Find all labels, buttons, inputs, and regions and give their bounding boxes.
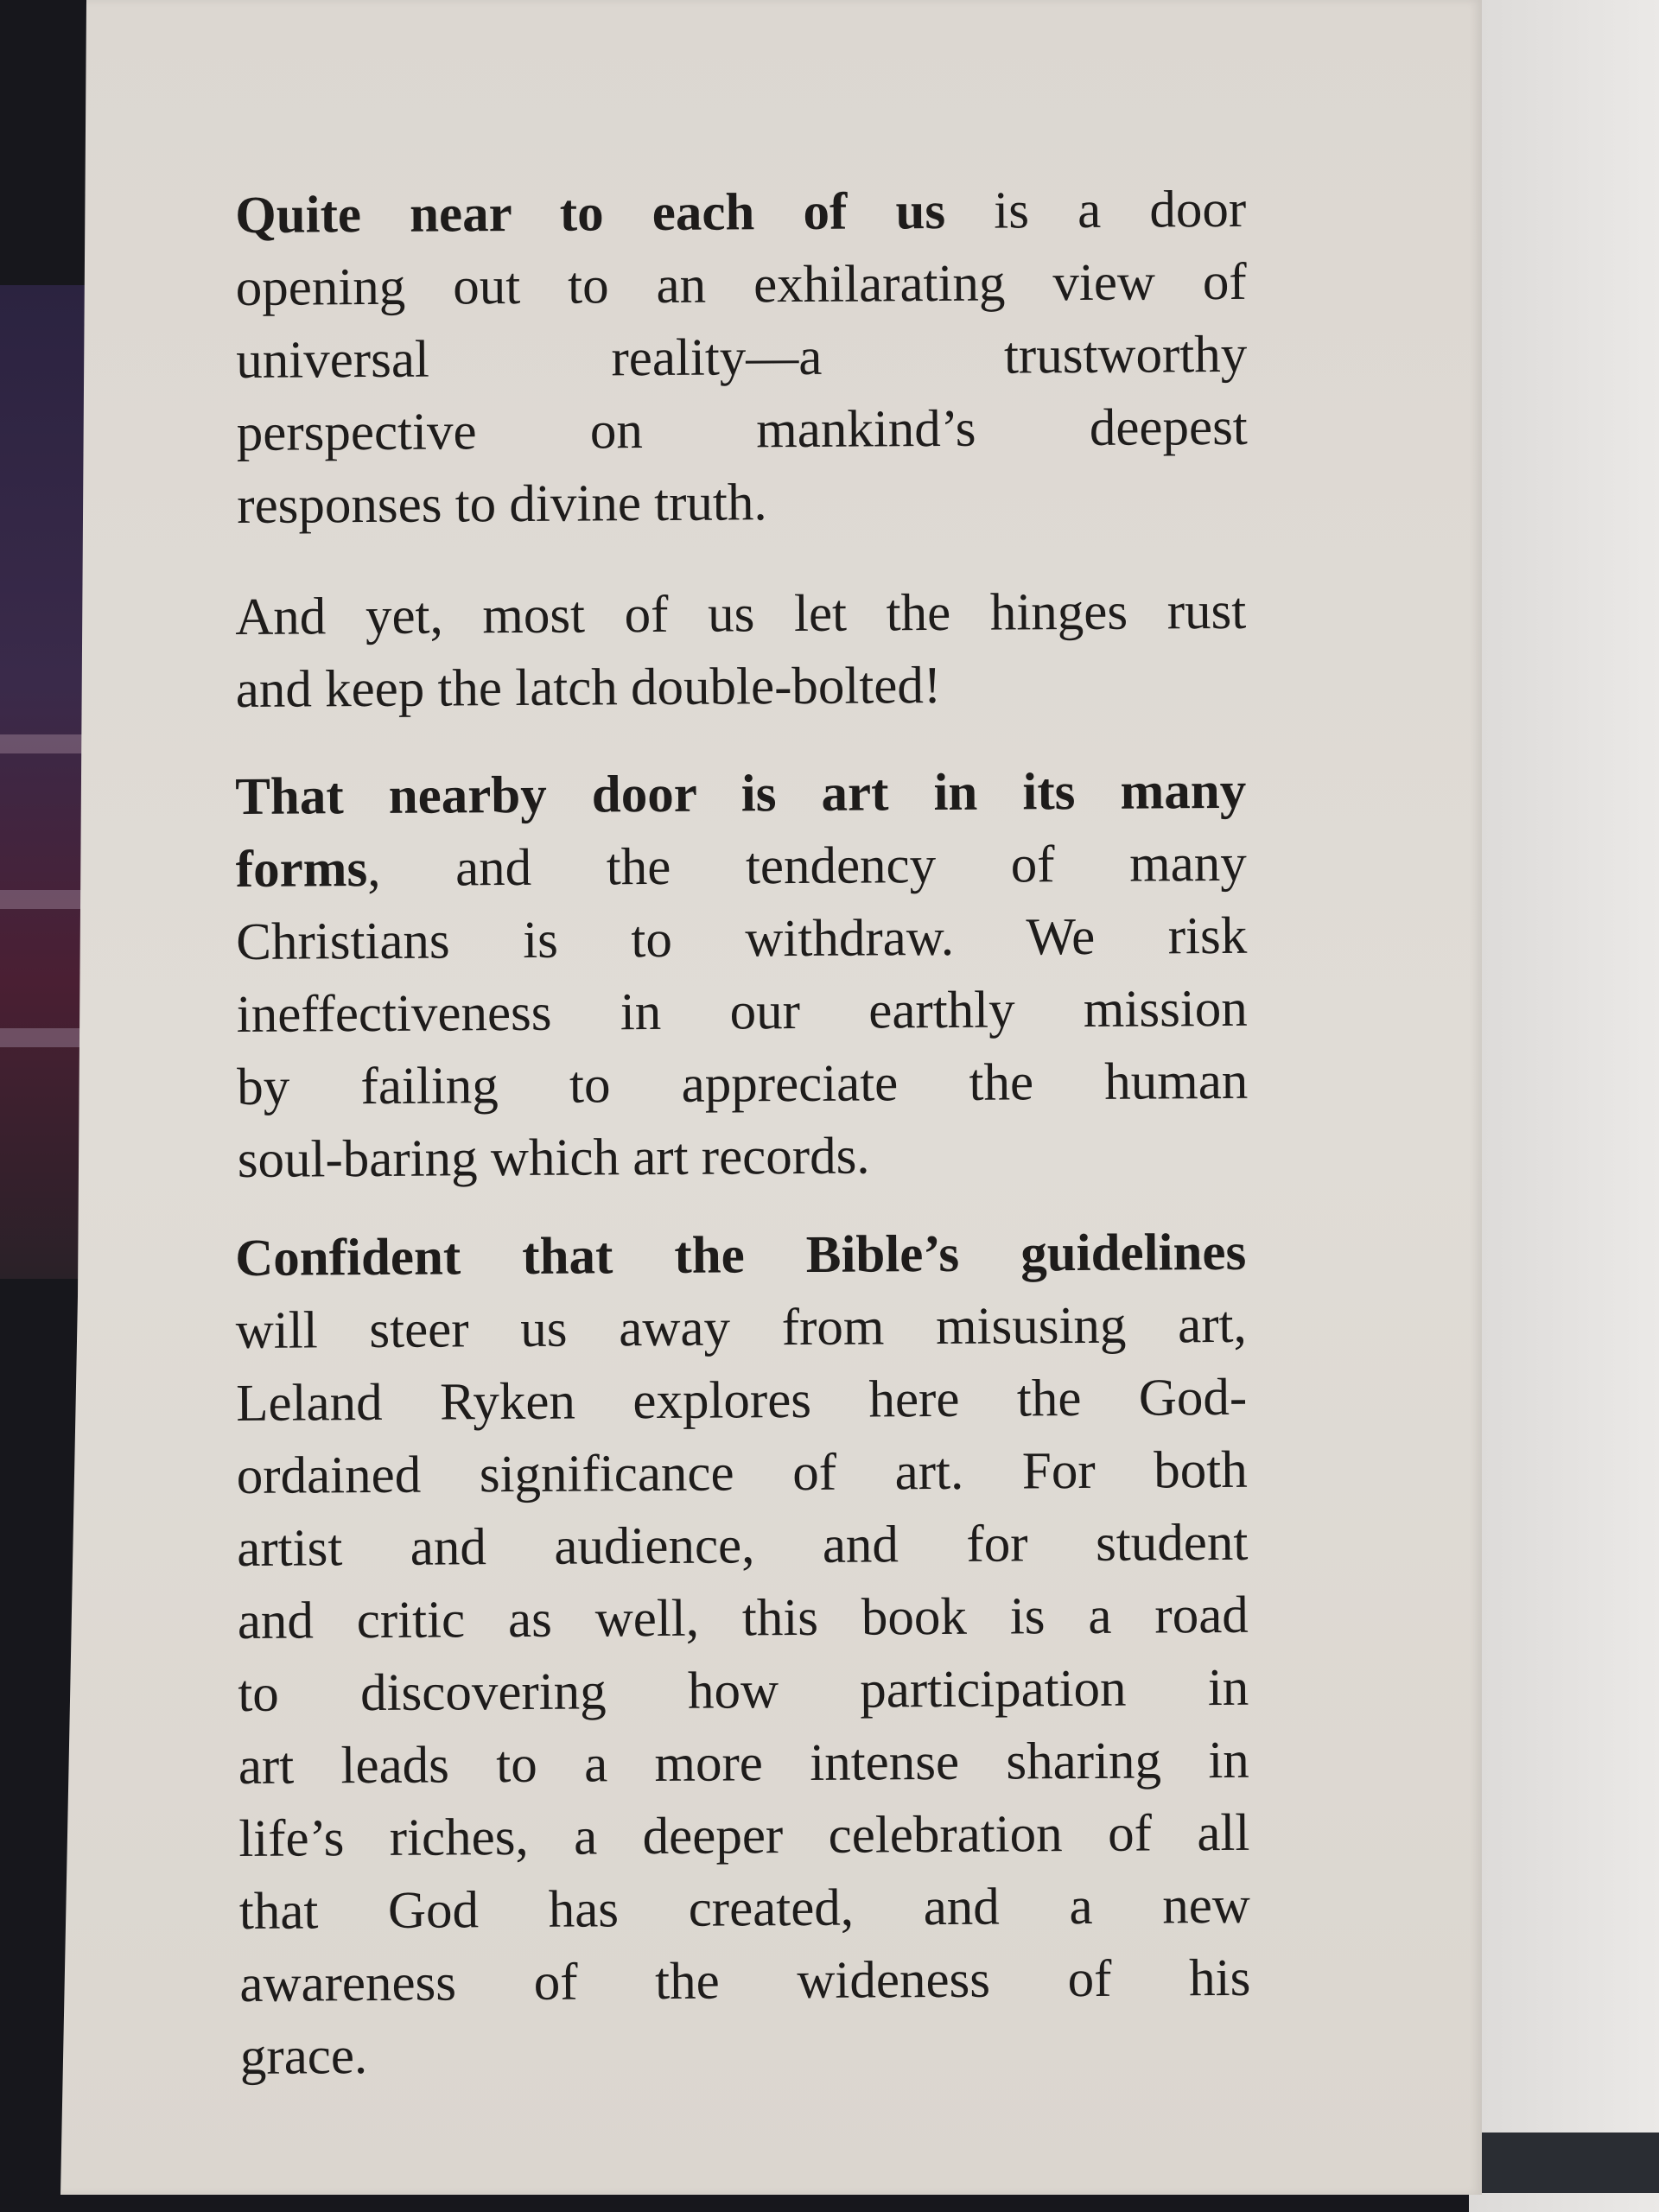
body-text: art leads to a more intense sharing in xyxy=(238,1731,1250,1796)
body-text: is a door xyxy=(944,180,1247,240)
body-text: , and the tendency of many xyxy=(367,834,1247,899)
text-line xyxy=(237,391,1248,470)
text-line xyxy=(239,1942,1250,2021)
body-text: ineffectiveness in our earthly mission xyxy=(236,979,1248,1044)
text-line xyxy=(235,575,1246,654)
paragraph-intro xyxy=(235,174,1249,543)
bold-text: Confident that the Bible’s guidelines xyxy=(235,1223,1247,1287)
body-text: life’s riches, a deeper celebration of all xyxy=(238,1803,1250,1868)
dark-surface xyxy=(1469,2133,1659,2193)
bold-text: Quite near to each of us xyxy=(235,181,946,245)
text-line xyxy=(237,1434,1248,1513)
paragraph-confident xyxy=(235,1217,1251,2094)
text-line xyxy=(236,900,1247,979)
text-line xyxy=(235,174,1246,252)
text-line xyxy=(240,2015,1251,2094)
body-text: and critic as well, this book is a road xyxy=(237,1586,1249,1650)
paragraph-nearby-door xyxy=(235,755,1249,1197)
text-line xyxy=(235,1217,1246,1295)
body-text: by failing to appreciate the human xyxy=(237,1052,1249,1116)
paragraph-hinges xyxy=(235,575,1247,727)
text-line xyxy=(237,1046,1248,1124)
body-text: will steer us away from misusing art, xyxy=(235,1295,1247,1360)
body-text: awareness of the wideness of his xyxy=(239,1948,1251,2013)
body-text: artist and audience, and for student xyxy=(237,1513,1249,1578)
text-line xyxy=(238,1118,1249,1197)
body-text: that God has created, and a new xyxy=(238,1876,1251,1941)
text-line xyxy=(238,1797,1249,1876)
text-line xyxy=(239,1870,1250,1948)
bold-text: forms xyxy=(235,840,368,899)
body-text: perspective on mankind’s deepest xyxy=(236,397,1248,462)
body-text: soul-baring which art records. xyxy=(237,1127,870,1189)
body-text: to discovering how participation in xyxy=(238,1658,1249,1723)
body-text: Leland Ryken explores here the God- xyxy=(236,1368,1248,1433)
text-line xyxy=(237,973,1248,1052)
body-text: Christians is to withdraw. We risk xyxy=(236,906,1248,971)
text-line xyxy=(236,1289,1247,1368)
next-page-edge xyxy=(1469,0,1659,2212)
body-text: And yet, most of us let the hinges rust xyxy=(235,582,1247,646)
text-line xyxy=(236,1362,1247,1440)
body-text: responses to divine truth. xyxy=(237,474,767,535)
body-text: universal reality—a trustworthy xyxy=(236,325,1248,390)
body-text: grace. xyxy=(239,2027,368,2086)
body-text: and keep the latch double-bolted! xyxy=(235,657,942,719)
body-text: opening out to an exhilarating view of xyxy=(235,252,1247,317)
text-line xyxy=(235,755,1246,834)
text-line xyxy=(238,1580,1249,1658)
text-line xyxy=(236,246,1247,325)
text-line xyxy=(237,464,1248,543)
bold-text: That nearby door is art in its many xyxy=(235,761,1247,826)
text-line xyxy=(236,648,1247,727)
text-line xyxy=(238,1725,1249,1803)
body-text: ordained significance of art. For both xyxy=(236,1440,1248,1505)
text-line xyxy=(238,1652,1249,1731)
text-line xyxy=(236,319,1247,397)
spine-stripe xyxy=(0,734,95,753)
text-line xyxy=(237,1507,1248,1586)
text-line xyxy=(236,828,1247,906)
